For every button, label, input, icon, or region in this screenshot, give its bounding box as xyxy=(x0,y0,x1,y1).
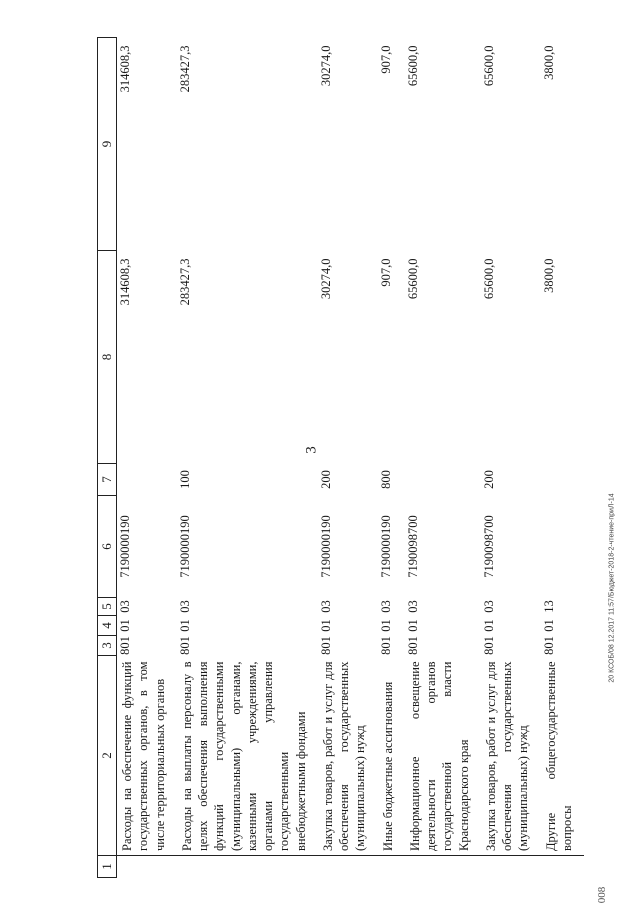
row-number xyxy=(405,856,481,878)
amount-total: 907,0 xyxy=(378,45,393,74)
csr-code: 7190000190 xyxy=(177,515,192,578)
ved-code: 801 xyxy=(378,636,393,655)
pr-code: 03 xyxy=(405,600,420,613)
footer-code: 20 КСОБ/08 12.2017 11:57/Бюджет-2018-2-чтение-приЛ-14 xyxy=(608,493,616,683)
csr-code xyxy=(541,496,585,598)
header-cell: 7 xyxy=(98,464,117,496)
expense-name: Расходы на обеспечение функций государственных органов, в том числе территориальных органов xyxy=(117,656,177,856)
rz-code: 01 xyxy=(318,619,333,632)
amount-2018: 65600,0 xyxy=(405,258,420,300)
csr-code: 7190000190 xyxy=(118,515,132,578)
csr-code: 7190000190 xyxy=(378,515,393,578)
rz-code: 01 xyxy=(118,619,132,632)
row-number xyxy=(318,856,378,878)
header-cell: 6 xyxy=(98,496,117,598)
table-row xyxy=(405,38,481,878)
csr-code: 7190000190 xyxy=(318,515,333,578)
header-cell: 1 xyxy=(98,856,117,878)
table-row xyxy=(177,38,318,878)
amount-total: 65600,0 xyxy=(481,45,496,87)
amount-2018: 3800,0 xyxy=(541,258,556,293)
rz-code: 01 xyxy=(177,619,192,632)
rz-code: 01 xyxy=(405,619,420,632)
amount-2018: 907,0 xyxy=(378,258,393,287)
header-row xyxy=(98,38,117,878)
expense-name: Закупка товаров, работ и услуг для обеспечения государственных (муниципальных) нужд xyxy=(481,656,541,856)
vr-code xyxy=(541,464,585,496)
csr-code: 7190098700 xyxy=(481,515,496,578)
amount-total: 314608,3 xyxy=(118,45,132,93)
pr-code: 03 xyxy=(378,600,393,613)
vr-code xyxy=(405,464,481,496)
amount-total: 283427,3 xyxy=(177,45,192,93)
row-number xyxy=(541,856,585,878)
row-number xyxy=(481,856,541,878)
ved-code: 801 xyxy=(405,636,420,655)
pr-code: 03 xyxy=(118,600,132,613)
table-row xyxy=(318,38,378,878)
header-cell: 2 xyxy=(98,656,117,856)
vr-code: 800 xyxy=(378,470,393,489)
ved-code: 801 xyxy=(541,636,556,655)
expense-name: Информационное освещение деятельности органов государственной власти Краснодарского края xyxy=(405,656,481,856)
header-cell: 9 xyxy=(98,38,117,251)
header-cell: 5 xyxy=(98,598,117,616)
vr-code: 200 xyxy=(481,470,496,489)
ved-code: 801 xyxy=(118,636,132,655)
table-row xyxy=(541,38,585,878)
rotated-document xyxy=(97,38,577,878)
vr-code: 100 xyxy=(177,470,192,489)
budget-table xyxy=(97,37,584,878)
pr-code: 13 xyxy=(541,600,556,613)
amount-total: 30274,0 xyxy=(318,45,333,87)
vr-code xyxy=(117,464,177,496)
expense-name: Расходы на выплаты персоналу в целях обеспечения выполнения функций государственными (муниципальными) органами, казенными учреждениями, органами управления государственными внебюджетными фондами xyxy=(177,656,318,856)
pr-code: 03 xyxy=(318,600,333,613)
pr-code: 03 xyxy=(177,600,192,613)
corner-mark: 008 xyxy=(596,886,608,904)
row-number xyxy=(117,856,177,878)
amount-2018: 314608,3 xyxy=(118,258,132,306)
row-number xyxy=(378,856,405,878)
table-row xyxy=(481,38,541,878)
pr-code: 03 xyxy=(481,600,496,613)
ved-code: 801 xyxy=(481,636,496,655)
rz-code: 01 xyxy=(541,619,556,632)
expense-name: Иные бюджетные ассигнования xyxy=(378,656,405,856)
amount-2018: 30274,0 xyxy=(318,258,333,300)
table-row xyxy=(117,38,177,878)
rz-code: 01 xyxy=(378,619,393,632)
header-cell: 8 xyxy=(98,251,117,464)
amount-2018: 65600,0 xyxy=(481,258,496,300)
expense-name: Закупка товаров, работ и услуг для обеспечения государственных (муниципальных) нужд xyxy=(318,656,378,856)
row-number xyxy=(177,856,318,878)
csr-code: 7190098700 xyxy=(405,515,420,578)
vr-code: 200 xyxy=(318,470,333,489)
amount-total: 3800,0 xyxy=(541,45,556,80)
page-number: 3 xyxy=(303,446,320,454)
table-row xyxy=(378,38,405,878)
ved-code: 801 xyxy=(318,636,333,655)
amount-total: 65600,0 xyxy=(405,45,420,87)
amount-2018: 283427,3 xyxy=(177,258,192,306)
ved-code: 801 xyxy=(177,636,192,655)
rz-code: 01 xyxy=(481,619,496,632)
header-cell: 3 xyxy=(98,636,117,656)
expense-name: Другие общегосударственные вопросы xyxy=(541,656,585,856)
header-cell: 4 xyxy=(98,616,117,636)
